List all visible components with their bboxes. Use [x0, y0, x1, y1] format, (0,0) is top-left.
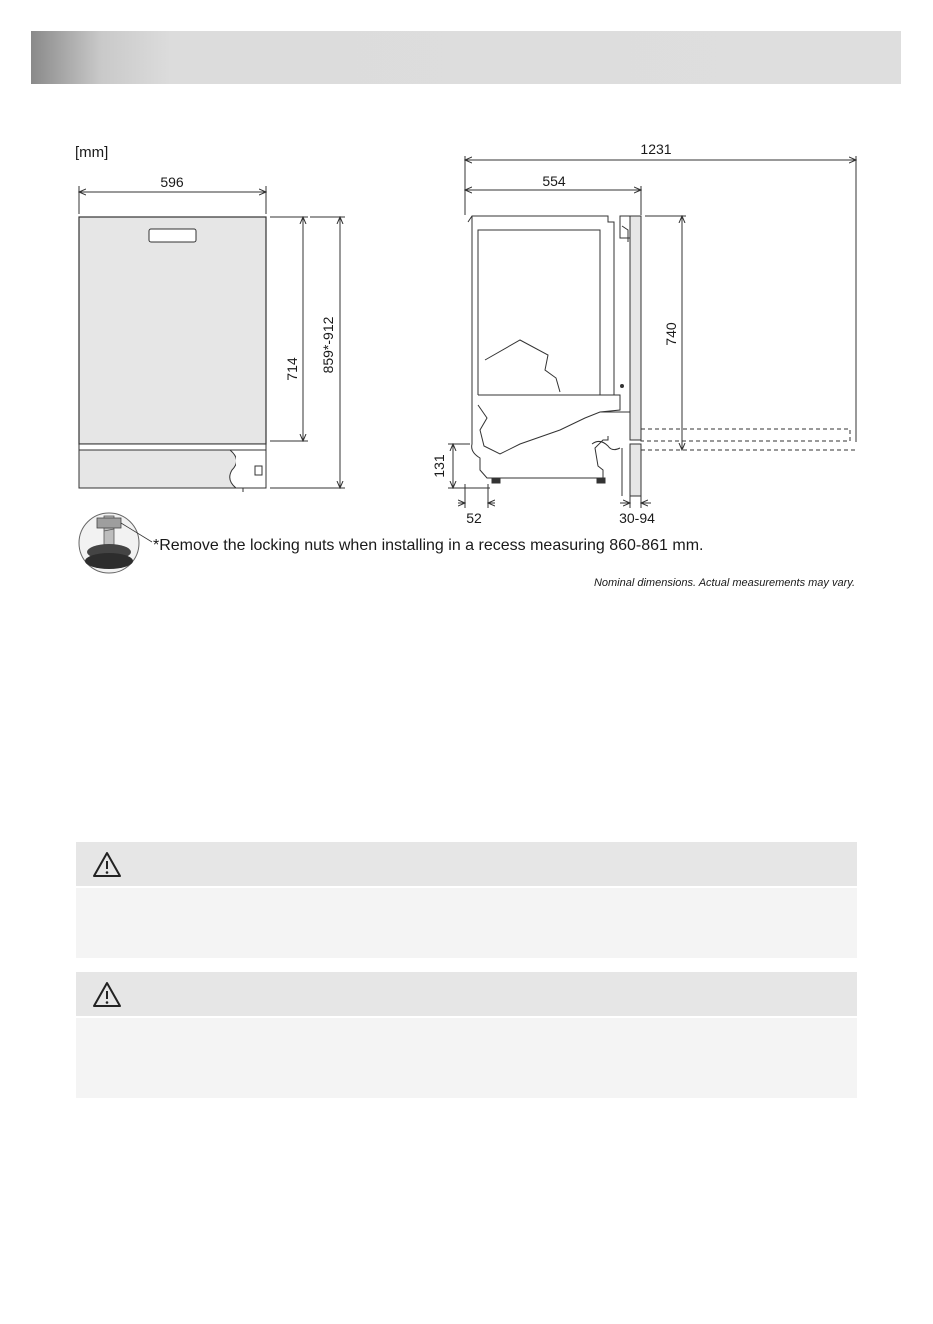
locking-nut-illustration — [79, 513, 152, 573]
warning-triangle-icon — [92, 981, 122, 1008]
dim-plinth-label: 131 — [431, 454, 447, 478]
warning-header-2 — [76, 972, 857, 1016]
front-view — [79, 186, 345, 492]
door-panel — [79, 217, 266, 444]
dimension-drawing-svg — [0, 0, 933, 620]
plinth-panel — [79, 450, 237, 488]
dim-side-height-label: 740 — [663, 322, 679, 346]
unit-label: [mm] — [75, 144, 109, 161]
dim-depth-label: 554 — [542, 173, 566, 189]
warning-triangle-icon — [92, 851, 122, 878]
door-handle — [149, 229, 196, 242]
dim-gap-label: 30-94 — [619, 510, 655, 526]
dim-panel-height-label: 714 — [284, 357, 300, 381]
dimension-disclaimer: Nominal dimensions. Actual measurements may vary. — [593, 577, 855, 589]
warning-body-1 — [76, 888, 857, 958]
dim-foot-offset-label: 52 — [466, 510, 482, 526]
dim-total-height-label: 859*-912 — [320, 316, 336, 374]
dim-width-label: 596 — [160, 174, 184, 190]
installation-note: *Remove the locking nuts when installing in a recess measuring 860-861 mm. — [153, 537, 704, 554]
side-view — [448, 156, 856, 508]
dim-open-depth-label: 1231 — [640, 141, 672, 157]
warning-header-1 — [76, 842, 857, 886]
warning-body-2 — [76, 1018, 857, 1098]
dimension-drawing — [0, 0, 933, 620]
